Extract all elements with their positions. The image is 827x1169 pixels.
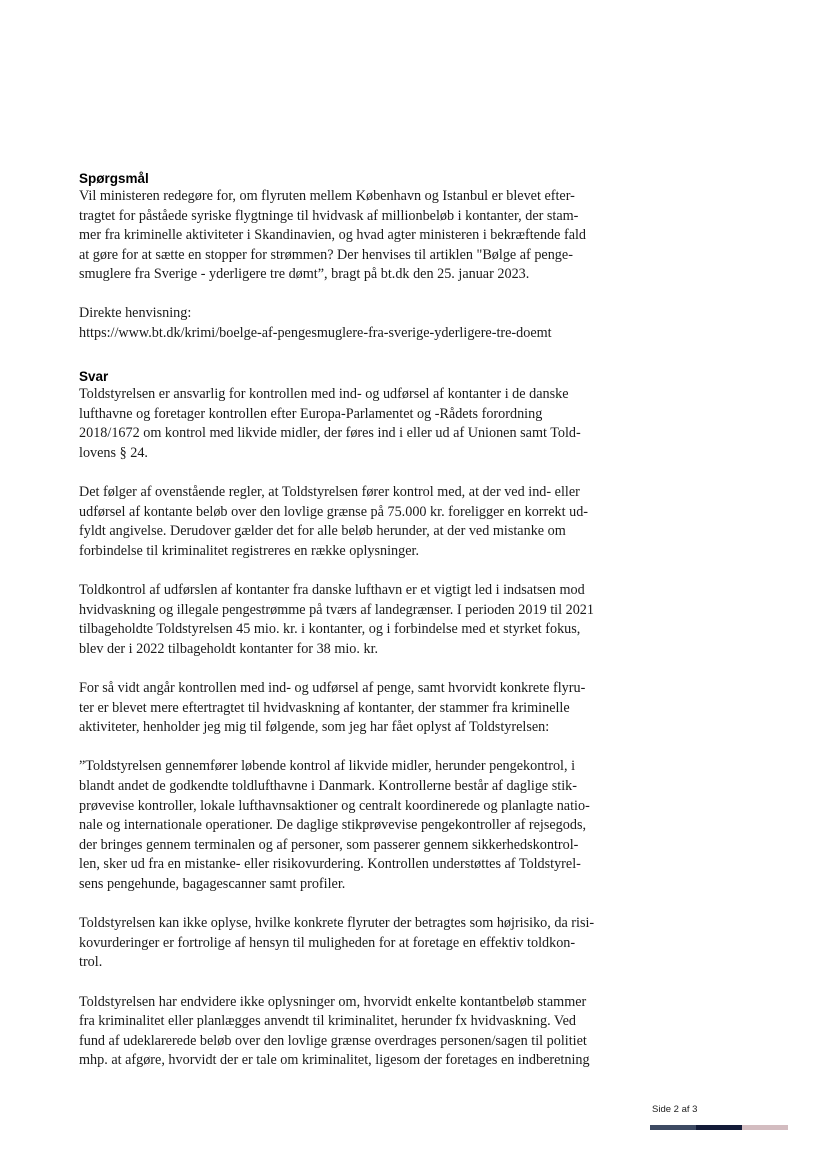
text-line: hvidvaskning og illegale pengestrømme på tværs af landegrænser. I perioden 2019 til 2021 xyxy=(79,601,594,618)
text-line: fund af udeklarerede beløb over den lovlige grænse overdrages personen/sagen til politiet xyxy=(79,1032,587,1049)
text-line: fyldt angivelse. Derudover gælder det for alle beløb herunder, at der ved mistanke om xyxy=(79,523,566,540)
text-line: ”Toldstyrelsen gennemfører løbende kontrol af likvide midler, herunder pengekontrol, i xyxy=(79,758,576,775)
text-line: prøvevise kontroller, lokale lufthavnsaktioner og centralt koordinerede og planlagte natio- xyxy=(79,797,590,814)
question-heading: Spørgsmål xyxy=(79,171,149,186)
answer-paragraph-5 xyxy=(79,757,619,894)
text-line: smuglere fra Sverige - yderligere tre dømt”, bragt på bt.dk den 25. januar 2023. xyxy=(79,266,530,283)
text-line: tilbageholdte Toldstyrelsen 45 mio. kr. i kontanter, og i forbindelse med et styrket fokus, xyxy=(79,621,581,638)
question-paragraph xyxy=(79,187,619,285)
text-line: aktiviteter, henholder jeg mig til følgende, som jeg har fået oplyst af Toldstyrelsen: xyxy=(79,719,550,736)
text-line: fra kriminalitet eller planlægges anvendt til kriminalitet, herunder fx hvidvaskning. Ved xyxy=(79,1013,576,1030)
text-line: ter er blevet mere eftertragtet til hvidvaskning af kontanter, der stammer fra kriminelle xyxy=(79,699,570,716)
text-line: 2018/1672 om kontrol med likvide midler, der føres ind i eller ud af Unionen samt Told- xyxy=(79,425,581,442)
text-line: trol. xyxy=(79,954,103,971)
text-line: Toldstyrelsen kan ikke oplyse, hvilke konkrete flyruter der betragtes som højrisiko, da risi- xyxy=(79,915,595,932)
text-line: kovurderinger er fortrolige af hensyn til muligheden for at foretage en effektiv toldkon- xyxy=(79,934,576,951)
reference-url[interactable]: https://www.bt.dk/krimi/boelge-af-pengesmuglere-fra-sverige-yderligere-tre-doemt xyxy=(79,324,552,341)
text-line: Toldstyrelsen er ansvarlig for kontrollen med ind- og udførsel af kontanter i de danske xyxy=(79,386,569,403)
text-line: nale og internationale operationer. De daglige stikprøvevise pengekontroller af rejsegods, xyxy=(79,817,587,834)
text-line: Det følger af ovenstående regler, at Toldstyrelsen fører kontrol med, at der ved ind- eller xyxy=(79,484,580,501)
text-line: udførsel af kontante beløb over den lovlige grænse på 75.000 kr. foreligger en korrekt ud- xyxy=(79,503,589,520)
text-line: Toldkontrol af udførslen af kontanter fra danske lufthavn er et vigtigt led i indsatsen mod xyxy=(79,582,585,599)
answer-paragraph-4 xyxy=(79,679,619,738)
page-number: Side 2 af 3 xyxy=(652,1104,698,1115)
answer-paragraph-6 xyxy=(79,914,619,973)
footer-color-bar xyxy=(650,1125,788,1130)
text-line: der bringes gennem terminalen og af personer, som passerer gennem sikkerhedskontrol- xyxy=(79,836,579,853)
reference-block xyxy=(79,304,619,343)
answer-paragraph-1 xyxy=(79,385,619,463)
answer-heading: Svar xyxy=(79,369,109,385)
footer-bar-segment xyxy=(696,1125,742,1130)
reference-label: Direkte henvisning: xyxy=(79,304,192,321)
answer-paragraph-2 xyxy=(79,483,619,561)
text-line: lufthavne og foretager kontrollen efter Europa-Parlamentet og -Rådets forordning xyxy=(79,405,543,422)
text-line: len, sker ud fra en mistanke- eller risikovurdering. Kontrollen understøttes af Toldstyrel- xyxy=(79,856,581,873)
text-line: at gøre for at sætte en stopper for strømmen? Der henvises til artiklen "Bølge af penge- xyxy=(79,246,573,263)
text-line: mer fra kriminelle aktiviteter i Skandinavien, og hvad agter ministeren i bekræftende fald xyxy=(79,227,587,244)
answer-paragraph-7 xyxy=(79,993,619,1071)
text-line: tragtet for påståede syriske flygtninge til hvidvask af millionbeløb i kontanter, der stam- xyxy=(79,207,579,224)
document-body xyxy=(79,170,619,1071)
text-line: mhp. at afgøre, hvorvidt der er tale om kriminalitet, ligesom der foretages en indberetning xyxy=(79,1052,590,1069)
text-line: blandt andet de godkendte toldlufthavne i Danmark. Kontrollerne består af daglige stik- xyxy=(79,778,577,795)
text-line: For så vidt angår kontrollen med ind- og udførsel af penge, samt hvorvidt konkrete flyru- xyxy=(79,680,586,697)
answer-paragraph-3 xyxy=(79,581,619,659)
text-line: blev der i 2022 tilbageholdt kontanter for 38 mio. kr. xyxy=(79,640,379,657)
text-line: lovens § 24. xyxy=(79,444,148,461)
footer-bar-segment xyxy=(650,1125,696,1130)
footer-bar-segment xyxy=(742,1125,788,1130)
text-line: Vil ministeren redegøre for, om flyruten mellem København og Istanbul er blevet efter- xyxy=(79,188,575,204)
text-line: Toldstyrelsen har endvidere ikke oplysninger om, hvorvidt enkelte kontantbeløb stammer xyxy=(79,993,587,1010)
text-line: forbindelse til kriminalitet registreres en række oplysninger. xyxy=(79,542,420,559)
text-line: sens pengehunde, bagagescanner samt profiler. xyxy=(79,876,346,892)
